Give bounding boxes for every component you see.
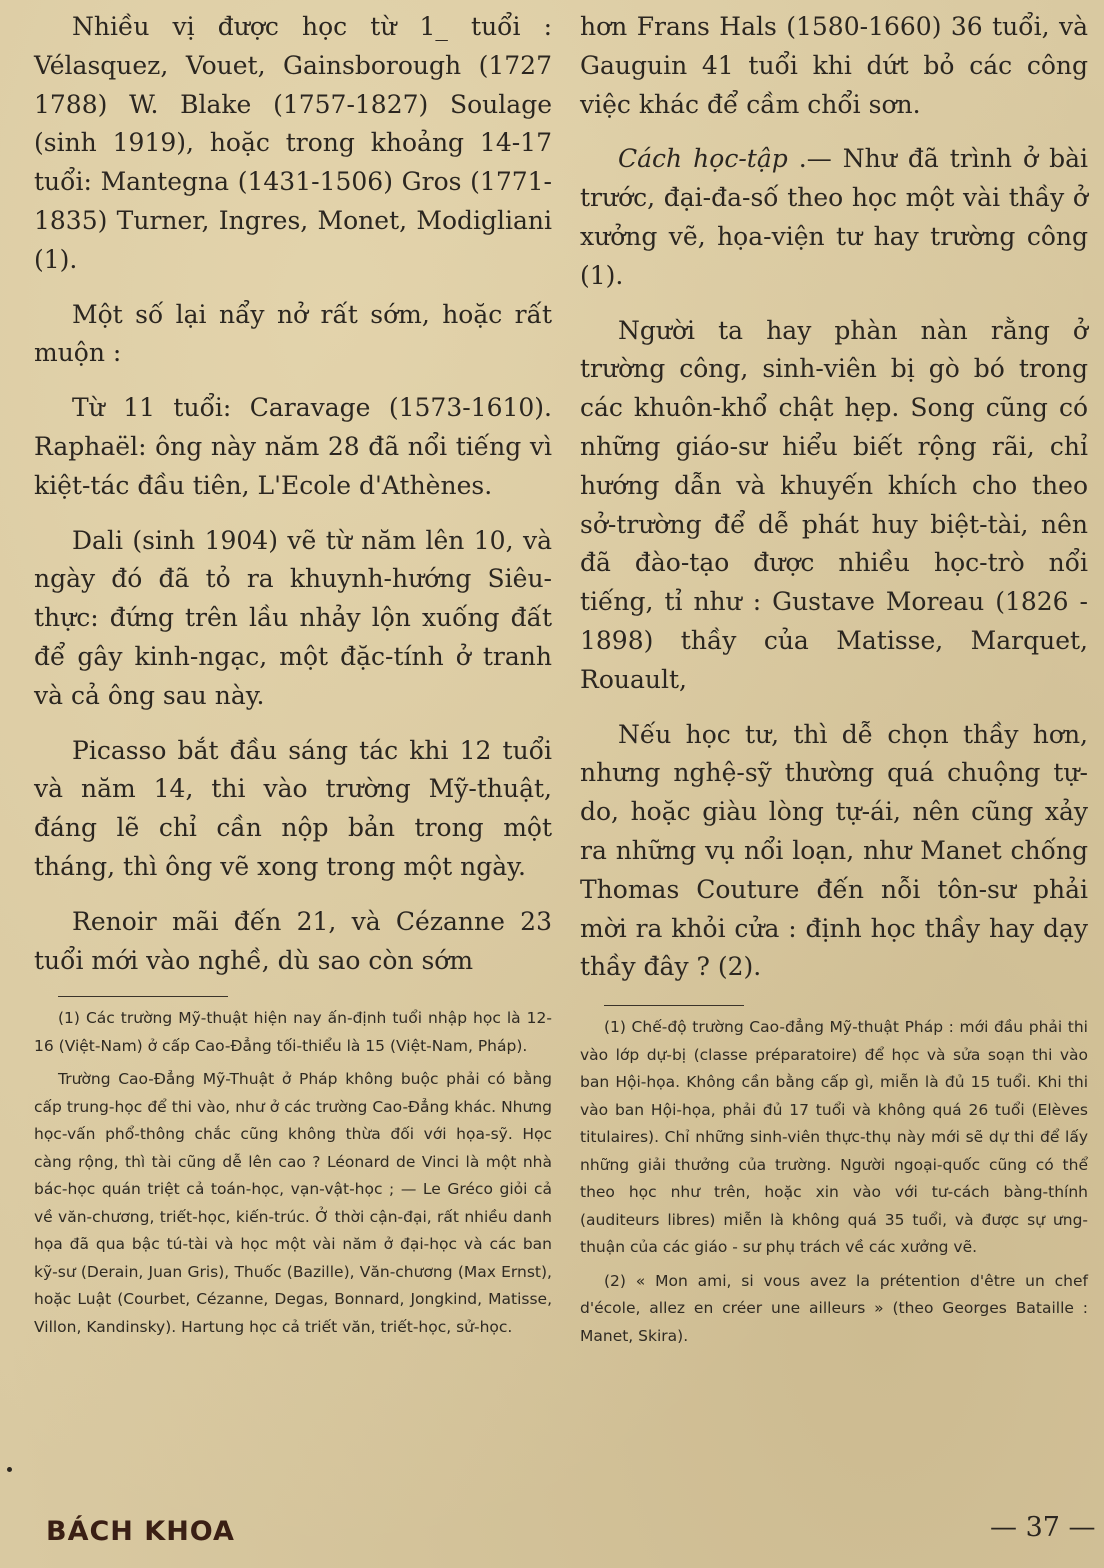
paragraph: Nếu học tư, thì dễ chọn thầy hơn, nhưng nghệ-sỹ thường quá chuộng tự-do, hoặc giàu lòng tự-ái, nên cũng xảy ra những vụ nổi loạn, như Manet chống Thomas Couture đến nỗi tôn-sư phải mời ra khỏi cửa : định học thầy hay dạy thầy đây ? (2).	[580, 719, 1088, 982]
footnote: Trường Cao-Đẳng Mỹ-Thuật ở Pháp không buộc phải có bằng cấp trung-học để thi vào, như ở các trường Cao-Đẳng khác. Nhưng học-vấn phổ-thông chắc cũng không thừa đối với họa-sỹ. Học càng rộng, thì tài cũng dễ lên cao ? Léonard de Vinci là một nhà bác-học quán triệt cả toán-học, vạn-vật-học ; — Le Gréco giỏi cả về văn-chương, triết-học, kiến-trúc. Ở thời cận-đại, rất nhiều danh họa đã qua bậc tú-tài và học một vài năm ở đại-học và các ban kỹ-sư (Derain, Juan Gris), Thuốc (Bazille), Văn-chương (Max Ernst), hoặc Luật (Courbet, Cézanne, Degas, Bonnard, Jongkind, Matisse, Villon, Kandinsky). Hartung học cả triết văn, triết-học, sử-học.	[34, 1070, 552, 1336]
section-paragraph	[580, 140, 1088, 295]
left-column	[34, 8, 552, 1347]
paragraph: Từ 11 tuổi: Caravage (1573-1610). Raphaël: ông này năm 28 đã nổi tiếng vì kiệt-tác đầu tiên, L'Ecole d'Athènes.	[34, 393, 552, 500]
footnote: (2) « Mon ami, si vous avez la prétention d'être un chef d'école, allez en créer une ailleurs » (theo Georges Bataille : Manet, Skira).	[580, 1271, 1088, 1345]
footnote: (1) Các trường Mỹ-thuật hiện nay ấn-định tuổi nhập học là 12-16 (Việt-Nam) ở cấp Cao-Đẳng tối-thiểu là 15 (Việt-Nam, Pháp).	[34, 1009, 552, 1055]
page-number: — 37 —	[990, 1512, 1096, 1543]
publication-name: BÁCH KHOA	[46, 1516, 235, 1547]
paragraph: Người ta hay phàn nàn rằng ở trường công, sinh-viên bị gò bó trong các khuôn-khổ chật hẹp. Song cũng có những giáo-sư hiểu biết rộng rãi, chỉ hướng dẫn và khuyến khích cho theo sở-trường để dễ phát huy biệt-tài, nên đã đào-tạo được nhiều học-trò nổi tiếng, tỉ như : Gustave Moreau (1826 - 1898) thầy của Matisse, Marquet, Rouault,	[580, 315, 1088, 694]
section-heading: Cách học-tập	[618, 144, 788, 174]
paragraph: Renoir mãi đến 21, và Cézanne 23 tuổi mới vào nghề, dù sao còn sớm	[34, 906, 552, 975]
paragraph: Picasso bắt đầu sáng tác khi 12 tuổi và năm 14, thi vào trường Mỹ-thuật, đáng lẽ chỉ cần nộp bản trong một tháng, thì ông vẽ xong trong một ngày.	[34, 735, 552, 881]
paragraph: Nhiều vị được học từ 1_ tuổi : Vélasquez, Vouet, Gainsborough (1727 1788) W. Blake (1757-1827) Soulage (sinh 1919), hoặc trong khoảng 14-17 tuổi: Mantegna (1431-1506) Gros (1771-1835) Turner, Ingres, Monet, Modigliani (1).	[34, 12, 552, 274]
margin-dot	[7, 1467, 12, 1472]
footnote: (1) Chế-độ trường Cao-đẳng Mỹ-thuật Pháp : mới đầu phải thi vào lớp dự-bị (classe préparatoire) để học và sửa soạn thi vào ban Hội-họa. Không cần bằng cấp gì, miễn là đủ 15 tuổi. Khi thi vào ban Hội-họa, phải đủ 17 tuổi và không quá 26 tuổi (Elèves titulaires). Chỉ những sinh-viên thực-thụ này mới sẽ dự thi để lấy những giải thưởng của trường. Người ngoại-quốc cũng có thể theo học như trên, hoặc xin vào với tư-cách bàng-thính (auditeurs libres) miễn là không quá 35 tuổi, và được sự ưng-thuận của các giáo - sư phụ trách về các xưởng vẽ.	[580, 1018, 1088, 1257]
paragraph: Dali (sinh 1904) vẽ từ năm lên 10, và ngày đó đã tỏ ra khuynh-hướng Siêu-thực: đứng trên lầu nhảy lộn xuống đất để gây kinh-ngạc, một đặc-tính ở tranh và cả ông sau này.	[34, 525, 552, 710]
right-column	[580, 8, 1088, 1356]
footnote-divider	[604, 1005, 744, 1006]
paragraph: hơn Frans Hals (1580-1660) 36 tuổi, và Gauguin 41 tuổi khi dứt bỏ các công việc khác để cầm chổi sơn.	[580, 12, 1088, 119]
footnote-divider	[58, 996, 228, 997]
section-text: .— Như đã trình ở bài trước, đại-đa-số theo học một vài thầy ở xưởng vẽ, họa-viện tư hay trường công (1).	[580, 144, 1089, 290]
paragraph: Một số lại nẩy nở rất sớm, hoặc rất muộn :	[34, 299, 552, 368]
